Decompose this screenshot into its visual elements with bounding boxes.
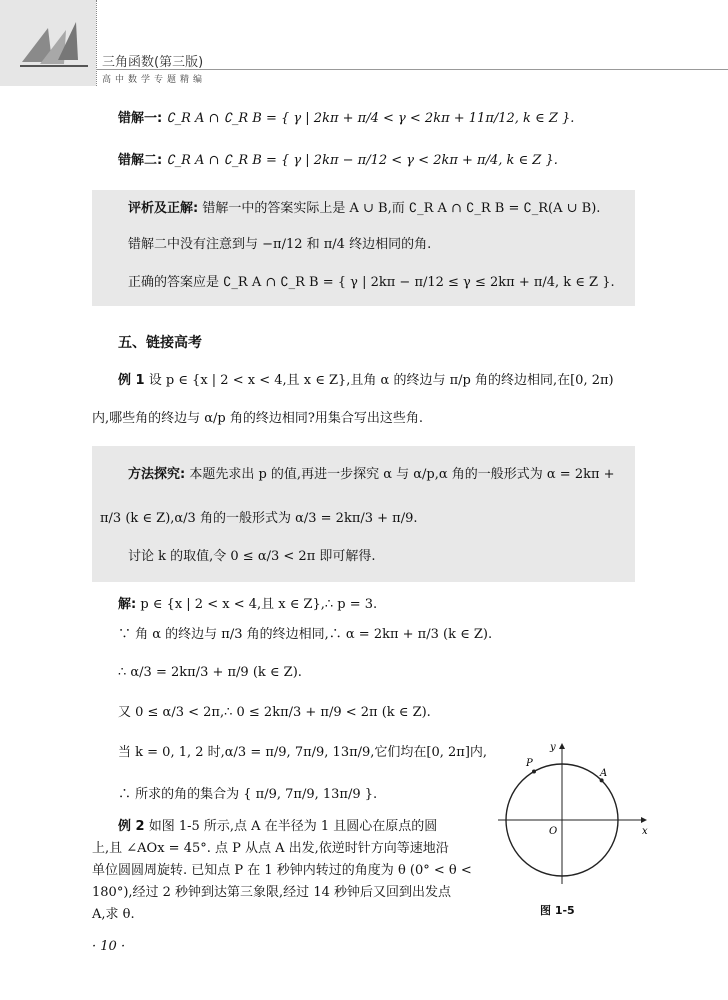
book-series: 高中数学专题精编 (102, 75, 207, 85)
analysis-line-2: 错解二中没有注意到与 −π/12 和 π/4 终边相同的角. (128, 237, 432, 252)
wrong-solution-1 (118, 110, 574, 128)
example-2-line-3: 单位圆圆周旋转. 已知点 P 在 1 秒钟内转过的角度为 θ (0° < θ < (92, 863, 472, 878)
x-label: x (642, 826, 648, 837)
solution-line-6: ∴ 所求的角的集合为 { π/9, 7π/9, 13π/9 }. (118, 787, 378, 802)
page-number: · 10 · (92, 939, 126, 954)
solution-line-2: ∵ 角 α 的终边与 π/3 角的终边相同,∴ α = 2kπ + π/3 (k ∈ Z). (118, 627, 493, 642)
method-text-1: 本题先求出 p 的值,再进一步探究 α 与 α/p,α 角的一般形式为 α = 2kπ + (189, 467, 615, 482)
wrong-solution-2 (118, 152, 558, 170)
header-dotted-line (96, 0, 97, 86)
example-1-line-1 (118, 372, 614, 390)
method-line-3: 讨论 k 的取值,令 0 ≤ α/3 < 2π 即可解得. (128, 549, 376, 564)
solution-line-5: 当 k = 0, 1, 2 时,α/3 = π/9, 7π/9, 13π/9,它们均在[0, 2π]内, (118, 745, 488, 760)
example-1-line-2: 内,哪些角的终边与 α/p 角的终边相同?用集合写出这些角. (92, 411, 423, 426)
method-line-1 (128, 466, 615, 484)
book-title: 三角函数(第三版) (102, 55, 204, 70)
figure-caption: 图 1-5 (540, 904, 575, 917)
example-2-line-1 (118, 818, 437, 836)
solution-text-1: p ∈ {x | 2 < x < 4,且 x ∈ Z},∴ p = 3. (140, 597, 378, 612)
unit-circle-figure (494, 738, 654, 888)
header-rule (96, 69, 728, 70)
solution-line-4: 又 0 ≤ α/3 < 2π,∴ 0 ≤ 2kπ/3 + π/9 < 2π (k ∈ Z). (118, 705, 431, 720)
solution-label: 解: (118, 597, 137, 612)
origin-label: O (549, 826, 558, 837)
book-logo (0, 0, 96, 86)
point-a (600, 778, 604, 782)
method-label: 方法探究: (128, 467, 186, 482)
analysis-label: 评析及正解: (128, 201, 199, 216)
page-header (0, 0, 728, 88)
example-2-line-2: 上,且 ∠AOx = 45°. 点 P 从点 A 出发,依逆时针方向等速地沿 (92, 841, 449, 856)
wrong-solution-1-formula: ∁_R A ∩ ∁_R B = { γ | 2kπ + π/4 < γ < 2kπ + 11π/12, k ∈ Z }. (166, 111, 575, 126)
analysis-line-1 (128, 200, 600, 218)
section-title: 五、链接高考 (118, 335, 202, 351)
example-2-text-1: 如图 1-5 所示,点 A 在半径为 1 且圆心在原点的圆 (148, 819, 438, 834)
example-2-line-4: 180°),经过 2 秒钟到达第三象限,经过 14 秒钟后又回到出发点 (92, 885, 451, 900)
y-label: y (550, 742, 556, 753)
example-2-line-5: A,求 θ. (92, 907, 135, 922)
a-label: A (600, 768, 608, 779)
point-p (532, 770, 536, 774)
method-line-2: π/3 (k ∈ Z),α/3 角的一般形式为 α/3 = 2kπ/3 + π/9. (100, 511, 418, 526)
example-1-label: 例 1 (118, 373, 145, 388)
wrong-solution-1-label: 错解一: (118, 111, 163, 126)
solution-line-1 (118, 596, 377, 614)
solution-line-3: ∴ α/3 = 2kπ/3 + π/9 (k ∈ Z). (118, 665, 302, 680)
analysis-text-1: 错解一中的答案实际上是 A ∪ B,而 ∁_R A ∩ ∁_R B = ∁_R(A ∪ B). (202, 201, 601, 216)
analysis-line-3: 正确的答案应是 ∁_R A ∩ ∁_R B = { γ | 2kπ − π/12 ≤ γ ≤ 2kπ + π/4, k ∈ Z }. (128, 275, 615, 290)
p-label: P (526, 758, 533, 769)
example-2-label: 例 2 (118, 819, 145, 834)
wrong-solution-2-label: 错解二: (118, 153, 163, 168)
example-1-text-1: 设 p ∈ {x | 2 < x < 4,且 x ∈ Z},且角 α 的终边与 π/p 角的终边相同,在[0, 2π) (148, 373, 614, 388)
wrong-solution-2-formula: ∁_R A ∩ ∁_R B = { γ | 2kπ − π/12 < γ < 2kπ + π/4, k ∈ Z }. (166, 153, 558, 168)
